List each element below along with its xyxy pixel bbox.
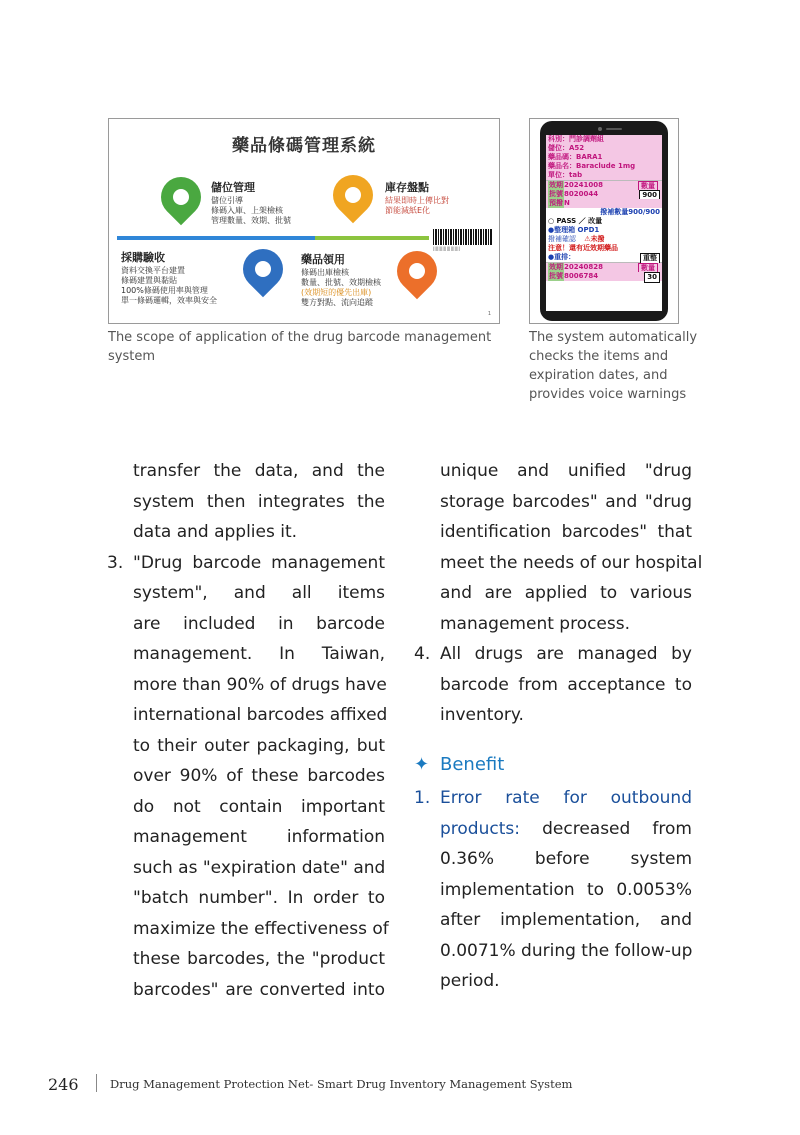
- list-number: 4.: [414, 644, 431, 664]
- screen-value: N: [564, 199, 570, 207]
- text-line-content: unique and unified "drug: [440, 461, 692, 481]
- barcode-number: ||||||||||||||||||||: [433, 246, 460, 251]
- benefit-item-line: 0.0071% during the follow-up: [440, 940, 693, 961]
- screen-warning: 注意！還有近效期藥品: [548, 244, 618, 252]
- benefit-item-body: [440, 844, 692, 997]
- text-line: [133, 853, 385, 884]
- text-line: [133, 975, 385, 1006]
- slide-section-line: 條碼入庫、上架檢核: [211, 206, 283, 215]
- benefit-item-text: decreased from: [519, 818, 692, 839]
- text-line: [414, 639, 692, 670]
- text-line: [133, 670, 385, 701]
- benefit-item-label: Error rate for outbound: [440, 788, 692, 808]
- user-icon: [153, 169, 210, 226]
- screen-line: [546, 272, 662, 281]
- screen-line: 藥品名：Baraclude 1mg: [546, 162, 662, 171]
- text-line-content: identification barcodes" that: [440, 522, 692, 542]
- doctor-search-icon: [389, 243, 446, 300]
- text-line: [133, 578, 385, 609]
- text-line: [133, 517, 385, 548]
- slide-section-line: 資料交換平台建置: [121, 266, 185, 275]
- screen-tag: 批號: [549, 190, 563, 198]
- slide-section-line: 單一條碼邏輯，效率與安全: [121, 296, 217, 305]
- text-line: [133, 822, 385, 853]
- screen-value: 8006784: [564, 272, 599, 280]
- slide-section-line: 儲位引導: [211, 196, 243, 205]
- text-line-content: do not contain important: [133, 796, 385, 817]
- text-line: [133, 944, 385, 975]
- text-line-content: system", and all items: [133, 583, 385, 603]
- screen-line: [546, 199, 662, 208]
- text-line: [440, 609, 692, 640]
- text-line: [440, 548, 703, 579]
- text-line: [133, 700, 388, 731]
- benefit-item-line: implementation to 0.0053%: [440, 879, 692, 900]
- text-line: [440, 487, 692, 518]
- text-line-content: data and applies it.: [133, 522, 298, 542]
- text-line-content: and are applied to various: [440, 583, 692, 603]
- text-line-content: over 90% of these barcodes: [133, 766, 385, 786]
- divider: [96, 1074, 97, 1092]
- screen-tag: 預撥: [549, 199, 563, 207]
- screen-line: 儲位：A52: [546, 144, 662, 153]
- text-line-content: management. In Taiwan,: [133, 644, 385, 664]
- list-number: 1.: [414, 788, 431, 808]
- camera-icon: [598, 127, 602, 131]
- slide-section-line: 雙方對點、流向追蹤: [301, 298, 373, 307]
- running-title: Drug Management Protection Net- Smart Drug Inventory Management System: [110, 1077, 573, 1091]
- right-text-column: [414, 456, 703, 997]
- screen-box: ●整理箱 OPD1: [548, 226, 600, 234]
- page-number: 246: [48, 1075, 79, 1094]
- right-paragraphs: [414, 456, 703, 731]
- text-line: [440, 670, 692, 701]
- speaker-icon: [606, 128, 622, 130]
- text-line: [133, 883, 385, 914]
- benefit-item-line: [414, 783, 692, 814]
- text-line-content: storage barcodes" and "drug: [440, 491, 692, 512]
- text-line-content: transfer the data, and the: [133, 461, 385, 481]
- figure-phone: [529, 118, 679, 324]
- text-line-content: these barcodes, the "product: [133, 949, 385, 969]
- benefit-item-line: [440, 814, 692, 845]
- text-line: [133, 914, 389, 945]
- screen-line: [546, 235, 662, 244]
- text-line-content: system then integrates the: [133, 491, 385, 512]
- text-line-content: "batch number". In order to: [133, 888, 385, 908]
- slide-page-number: 1: [487, 311, 491, 317]
- text-line: [133, 609, 385, 640]
- text-line: [440, 456, 692, 487]
- screen-value: 20241008: [564, 181, 603, 189]
- benefit-item-line: after implementation, and: [440, 910, 692, 930]
- text-line-content: international barcodes affixed: [133, 705, 388, 725]
- text-line-content: meet the needs of our hospital: [440, 552, 703, 573]
- text-line: [440, 700, 692, 731]
- text-line: [107, 548, 385, 579]
- text-line: [133, 731, 385, 762]
- text-line-content: maximize the effectiveness of: [133, 918, 389, 939]
- screen-pass-option[interactable]: ○ PASS ／ 改量: [548, 217, 603, 225]
- screen-tag: 批號: [549, 272, 563, 280]
- meeting-icon: [325, 167, 382, 224]
- slide-section-heading: 藥品領用: [301, 253, 345, 266]
- slide-title: 藥品條碼管理系統: [232, 136, 376, 156]
- screen-value: 20240828: [564, 263, 603, 271]
- screen-line: [546, 181, 662, 190]
- figure-caption-phone: The system automatically checks the items and expiration dates, and provides voice warnings: [529, 330, 698, 402]
- screen-line: 科別：門診調劑組: [546, 135, 662, 144]
- benefit-item-line: 0.36% before system: [440, 849, 692, 869]
- benefit-heading: [414, 747, 692, 783]
- text-line-content: such as "expiration date" and: [133, 857, 386, 878]
- text-line-content: inventory.: [440, 705, 524, 725]
- text-line: [440, 578, 692, 609]
- text-line-content: "Drug barcode management: [133, 552, 385, 573]
- screen-qty-label: 數量: [638, 263, 658, 274]
- slide-section-line: (效期短的優先出庫): [301, 288, 372, 297]
- slide-section-line: 結果即時上傳比對: [385, 196, 449, 205]
- text-line-content: barcodes" are converted into: [133, 979, 385, 1000]
- text-line-content: management information: [133, 827, 385, 847]
- screen-qty-value: 900: [639, 190, 660, 201]
- screen-replenish: 撥補數量900/900: [600, 208, 660, 216]
- phone-device: [540, 121, 668, 321]
- slide-section-line: 數量、批號、效期檢核: [301, 278, 381, 287]
- divider: [117, 236, 315, 240]
- text-line: [133, 639, 385, 670]
- screen-tag: 效期: [549, 263, 563, 271]
- screen-value: 8020044: [564, 190, 599, 198]
- screen-line: [546, 253, 662, 262]
- left-text-column: [107, 456, 389, 1005]
- slide-section-heading: 儲位管理: [211, 181, 255, 194]
- text-line-content: are included in barcode: [133, 613, 385, 634]
- slide-section-line: 管理數量、效期、批號: [211, 216, 291, 225]
- benefit-item-label: products:: [440, 818, 520, 839]
- slide-section-heading: 庫存盤點: [385, 181, 429, 194]
- screen-tag: 效期: [549, 181, 563, 189]
- phone-screen: [546, 135, 662, 311]
- text-line-content: more than 90% of drugs have: [133, 674, 387, 695]
- screen-confirm-button[interactable]: 撥補確認: [548, 235, 576, 243]
- text-line: [133, 792, 385, 823]
- medicine-hand-icon: [235, 241, 292, 298]
- benefit-title: Benefit: [440, 754, 505, 775]
- figure-caption-slide: The scope of application of the drug barcode management system: [108, 330, 492, 364]
- screen-line: [546, 263, 662, 272]
- star-icon: ✦: [414, 754, 430, 775]
- divider: [315, 236, 429, 240]
- slide-section-line: 100%條碼使用率與管理: [121, 286, 208, 295]
- text-line-content: barcode from acceptance to: [440, 674, 692, 695]
- screen-reorg-value[interactable]: 重整: [640, 253, 660, 264]
- barcode-icon: [433, 229, 493, 245]
- screen-not-done: ⚠未撥: [584, 235, 605, 243]
- benefit-item-line: period.: [440, 971, 500, 991]
- screen-line: [546, 190, 662, 199]
- text-line: [133, 487, 385, 518]
- screen-line: 單位：tab: [546, 171, 662, 180]
- slide-section-line: 節能減紙E化: [385, 206, 431, 215]
- text-line: [440, 517, 692, 548]
- slide-section-line: 條碼出庫檢核: [301, 268, 349, 277]
- figure-slide: [108, 118, 500, 324]
- text-line-content: management process.: [440, 613, 631, 634]
- screen-qty-label: 數量: [638, 181, 658, 192]
- list-number: 3.: [107, 552, 124, 573]
- text-line-content: to their outer packaging, but: [133, 735, 385, 756]
- text-line: [133, 456, 385, 487]
- screen-line: 藥品碼：BARA1: [546, 153, 662, 162]
- text-line-content: All drugs are managed by: [440, 644, 692, 664]
- screen-qty-value: 30: [644, 272, 660, 283]
- slide-section-line: 條碼建置與黏貼: [121, 276, 177, 285]
- slide-section-heading: 採購驗收: [121, 251, 165, 264]
- text-line: [133, 761, 385, 792]
- screen-reorg-label: ●重排：: [548, 253, 576, 261]
